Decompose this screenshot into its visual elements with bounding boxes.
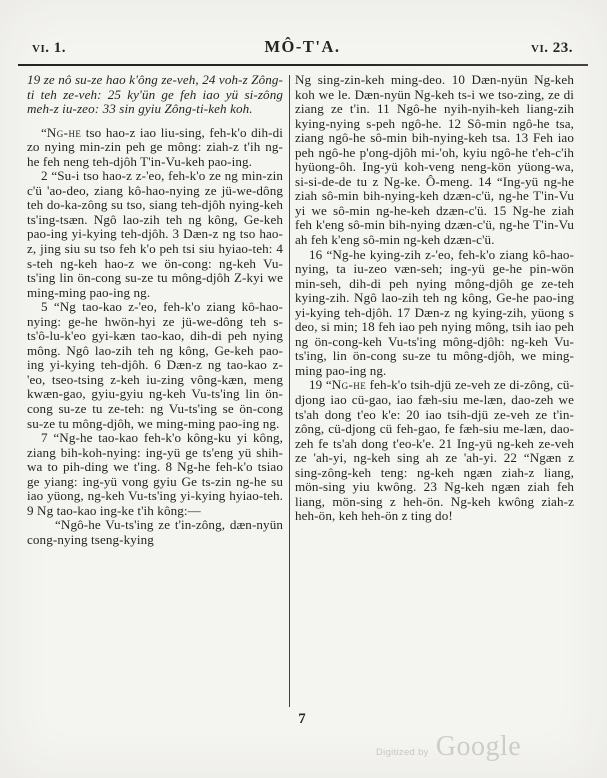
watermark-prefix: Digitized by: [376, 747, 429, 758]
small-caps-lead: Ng-he: [46, 124, 82, 140]
column-divider: [289, 75, 290, 707]
verse-ref-right: vi. 23.: [531, 40, 573, 56]
verse-ref-left: vi. 1.: [32, 40, 66, 56]
verse-paragraph: “Ng-he tso hao-z iao liu-sing, feh-k'o dih-di zo nying min-zin peh ge mông: ziah-z t'ih ng-he feh neng teh-djôh T'in-Vu-keh pao-ing.: [27, 124, 283, 169]
digitized-watermark: [376, 731, 521, 763]
book-title: MÔ-T'A.: [264, 37, 341, 56]
verse-paragraph: 5 “Ng tao-kao z-'eo, feh-k'o ziang kô-hao-nying: ge-he hwön-hyi ze jü-we-dông teh s-ts'ô-lu-k'eo gyi-kæn tao-kao, dih-di peh nying mông. Ngô lao-zih teh ng kông, Ge-keh pao-ing yi-kying teh-djôh. 6 Dæn-z ng tao-kao z-'eo, tseo-tsing z-keh iu-zing vông-kæn, meng kwæn-gao, gyiu-gyiu ng-keh Vu-ts'ing lin ön-cong su-ze tu ze-teh: ng Vu-ts'ing se ön-cong su-ze tu mông-djôh, we ming-ming pao-ing ng.: [27, 299, 283, 431]
verse-paragraph: Ng sing-zin-keh ming-deo. 10 Dæn-nyün Ng-keh koh we le. Dæn-nyün Ng-keh ts-i we tso-zing, ze di ziang ze t'in. 11 Ngô-he nyih-nyih-keh liang-zih kying-nying s-peh ngô-he. 12 Sô-min ngô-he tsa, ziang ngô-he sô-min bih-nying-keh tsa. 13 Feh iao peh ngô-he p'ong-djôh mi-'oh, kyiu ngô-he t'eh-c'ih hyüong-ôh. Ing-yü koh-veng neng-kön yüong-wa, si-si-de-de tu z Ng-ke. Ô-meng. 14 “Ing-yü ng-he ziah sô-min bih-nying-keh dzæn-c'ü, ng-he T'in-Vu yi we sô-min ng-he-keh dzæn-c'ü. 15 Ng-he ziah feh k'eng sô-min bih-nying dzæn-c'ü, ng-he T'in-Vu ah feh k'eng sô-min ng-keh dzæn-c'ü.: [295, 72, 574, 248]
right-column: [295, 73, 574, 707]
chapter-summary: 19 ze nô su-ze hao k'ông ze-veh, 24 voh-z Zông-ti teh ze-veh: 25 ky'ün ge feh iao yü si-zông meh-z iu-zeo: 33 sin gyiu Zông-ti-keh koh.: [27, 72, 283, 117]
google-logo: Google: [435, 731, 522, 762]
running-header: [32, 37, 573, 60]
verse-paragraph: 2 “Su-i tso hao-z z-'eo, feh-k'o ze ng min-zin c'ü 'ao-deo, ziang kô-hao-nying ze jü-we-dông teh do-ka-zông su tso, siang teh-djôh nying-keh ts'ing-tsæn. Ngô lao-zih teh ng kông, Ge-keh pao-ing yi-kying teh-djôh. 3 Dæn-z ng tso hao-z, jing siu su tso feh k'o peh tsi siu hyiao-teh: 4 s-teh ng-keh hao-z we ön-cong: ng-keh Vu-ts'ing lin ön-cong su-ze tu mông-djôh Z-kyi we ming-ming pao-ing ng.: [27, 168, 283, 300]
verse-paragraph: 7 “Ng-he tao-kao feh-k'o kông-ku yi kông, ziang bih-koh-nying: ing-yü ge ts'eng yü shih-wa to pih-ding we t'ing. 8 Ng-he feh-k'o tsiao ge yiang: ing-yü vong gyiu Ge ts-zin ng-he su iao yüong, ng-keh Vu-ts'ing yi-kying hyiao-teh. 9 Ng tao-kao ing-ke t'ih kông:—: [27, 430, 283, 518]
header-rule: [18, 64, 588, 66]
page-number: 7: [298, 711, 306, 727]
verse-paragraph: 19 “Ng-he feh-k'o tsih-djü ze-veh ze di-zông, cü-djong iao cü-gao, iao fæh-siu me-læn, dao-zeh we ts'ah dong t'eo k'e: 20 iao tsih-djü ze-veh ze t'in-zông, cü-djong cü feh-gao, fe fæh-siu me-læn, dao-zeh fe ts'ah dong t'eo-k'e. 21 Ing-yü ng-keh ze-veh ze 'ah-yi, ng-keh sing ah ze 'ah-yi. 22 “Ngæn z sing-zông-keh teng: ng-keh ngæn ziah-z liang, mön-sing yiu kwông. 23 Ng-keh ngæn ziah feh liang, mön-sing z heh-ön. Ng-keh kwông ziah-z heh-ön, keh heh-ön z ting do!: [295, 377, 574, 524]
small-caps-lead: Ng-he: [331, 377, 367, 393]
text-columns: [27, 73, 574, 707]
verse-paragraph: 16 “Ng-he kying-zih z-'eo, feh-k'o ziang kô-hao-nying, ta iu-zeo væn-seh; ing-yü ge-he pin-wön min-seh, dih-di peh nying mông-djôh ge ze-teh kying-zih. Ngô lao-zih teh ng kông, Ge-he pao-ing yi-kying teh-djôh. 17 Dæn-z ng kying-zih, yüong s deo, si min; 18 feh iao peh nying mông, tsih iao peh ng ön-cong-keh Vu-ts'ing mông-djôh: ng-keh Vu-ts'ing, lin ön-cong su-ze tu mông-djôh, we ming-ming pao-ing ng.: [295, 246, 574, 378]
left-column: [27, 73, 283, 707]
verse-paragraph: “Ngô-he Vu-ts'ing ze t'in-zông, dæn-nyün cong-nying tseng-kying: [27, 517, 283, 547]
